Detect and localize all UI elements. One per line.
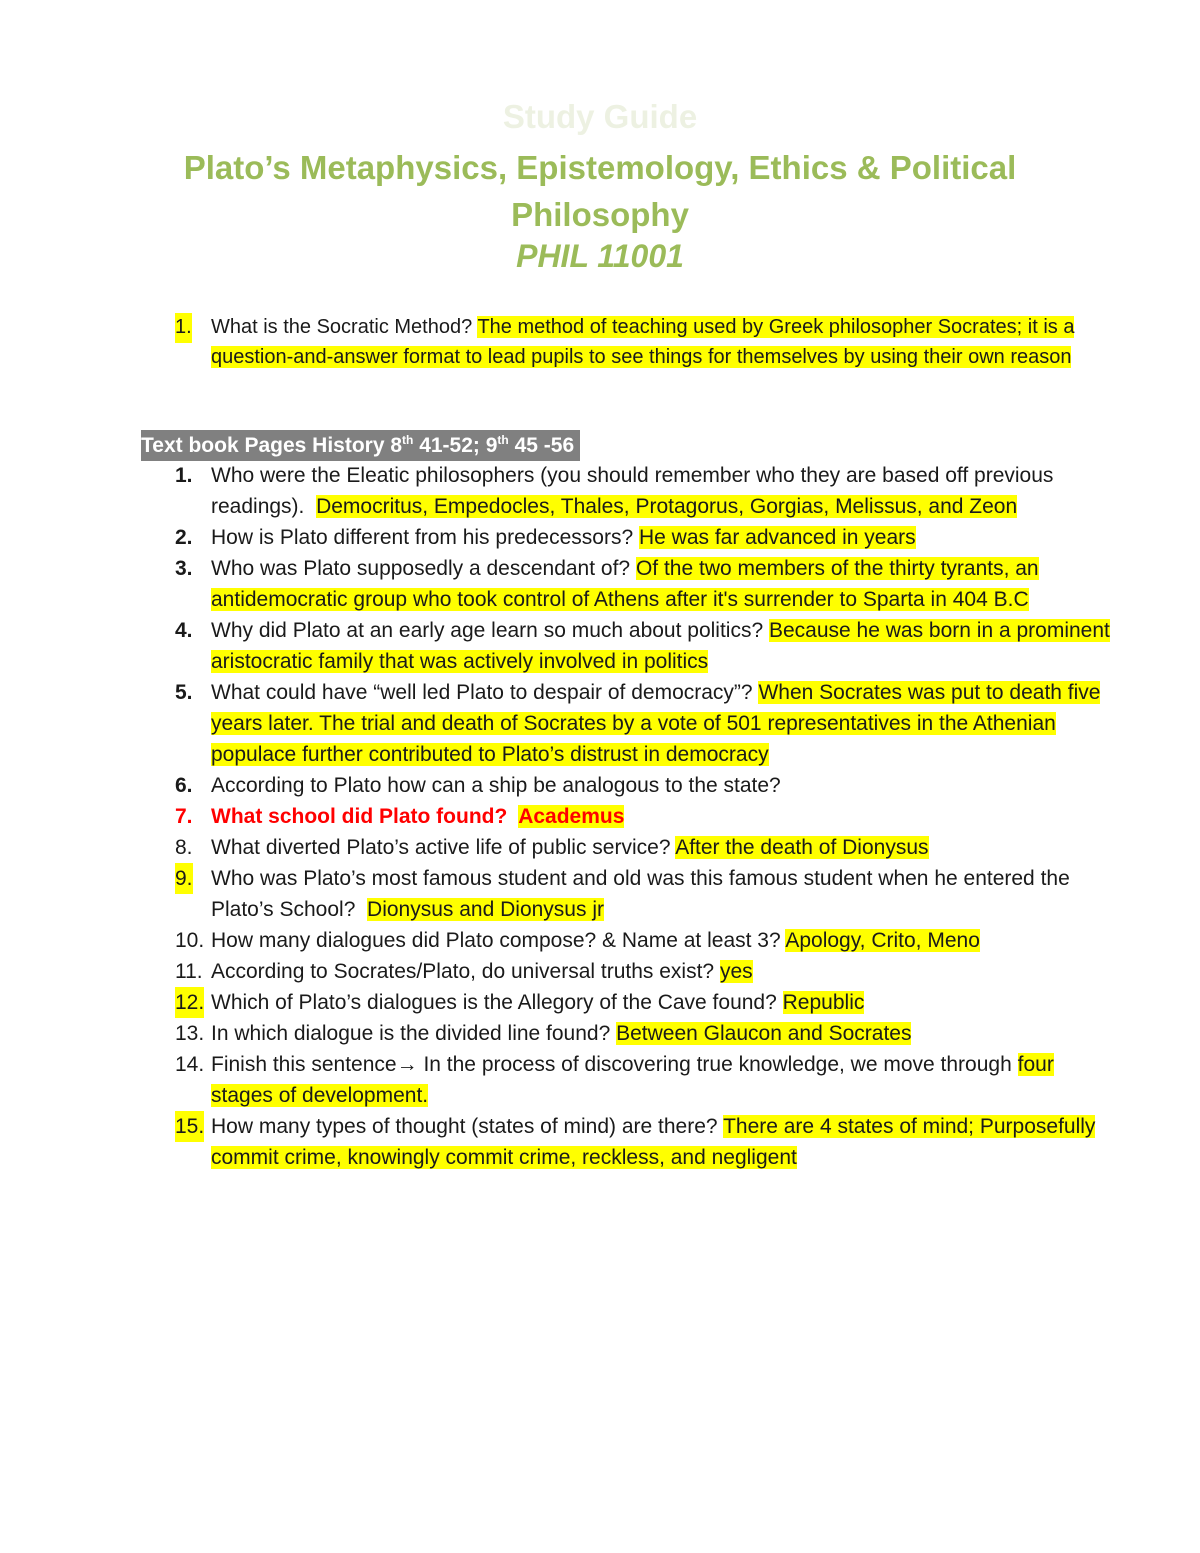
section-sup: th: [402, 433, 414, 447]
document-title: [0, 144, 1200, 238]
item-number: 15.: [175, 1111, 204, 1142]
item-question: What could have “well led Plato to despair of democracy”?: [211, 681, 753, 704]
section-sup: th: [497, 433, 509, 447]
list-item: [0, 1111, 1200, 1173]
list-item: [0, 863, 1200, 925]
item-answer: Republic: [782, 991, 865, 1014]
item-question: What school did Plato found?: [211, 805, 508, 828]
item-number: 6.: [175, 774, 193, 797]
item-question: Finish this sentence: [211, 1053, 397, 1076]
item-answer: Dionysus and Dionysus jr: [367, 898, 604, 921]
list-item: [0, 522, 1200, 553]
list-item: [0, 677, 1200, 770]
item-number: 7.: [175, 805, 193, 828]
item-number: 11.: [175, 960, 203, 983]
intro-list: [0, 313, 1200, 372]
item-question: Which of Plato’s dialogues is the Allegory of the Cave found?: [211, 991, 777, 1014]
list-item: [0, 770, 1200, 801]
right-arrow-icon: →: [396, 1053, 418, 1076]
list-item: [0, 801, 1200, 832]
course-code: PHIL 11001: [516, 238, 684, 274]
item-answer: There are 4 states of mind; Purposefully commit crime, knowingly commit crime, reckless, and negligent: [211, 1115, 1096, 1169]
item-question: Who were the Eleatic philosophers (you should remember who they are based off previous readings).: [211, 464, 1054, 518]
list-item: [0, 313, 1200, 372]
item-answer: Democritus, Empedocles, Thales, Protagorus, Gorgias, Melissus, and Zeon: [316, 495, 1018, 518]
item-answer: The method of teaching used by Greek philosopher Socrates; it is a question-and-answer format to lead pupils to see things for themselves by using their own reason: [211, 316, 1075, 368]
item-answer: Of the two members of the thirty tyrants, an antidemocratic group who took control of Athens after it's surrender to Sparta in 404 B.C: [211, 557, 1039, 611]
section-heading: [141, 430, 580, 461]
study-guide-heading: Study Guide: [502, 98, 698, 135]
item-number: 1.: [175, 313, 192, 343]
item-question: According to Plato how can a ship be analogous to the state?: [211, 774, 781, 797]
item-number: 14.: [175, 1053, 205, 1076]
section-label-part: 41-52; 9: [413, 434, 498, 457]
item-question: Who was Plato’s most famous student and old was this famous student when he entered the Plato’s School?: [211, 867, 1070, 921]
item-answer: yes: [719, 960, 753, 983]
item-question: What diverted Plato’s active life of public service?: [211, 836, 671, 859]
list-item: [0, 987, 1200, 1018]
item-number: 8.: [175, 836, 193, 859]
list-item: [0, 460, 1200, 522]
list-item: [0, 553, 1200, 615]
item-question: In which dialogue is the divided line found?: [211, 1022, 611, 1045]
item-number: 5.: [175, 681, 193, 704]
item-answer: Apology, Crito, Meno: [785, 929, 980, 952]
list-item: [0, 615, 1200, 677]
item-number: 1.: [175, 464, 193, 487]
item-number: 4.: [175, 619, 193, 642]
item-number: 9.: [175, 863, 193, 894]
item-question: How many types of thought (states of mind) are there?: [211, 1115, 718, 1138]
item-answer: He was far advanced in years: [638, 526, 916, 549]
item-answer: four stages of development.: [211, 1053, 1054, 1107]
list-item: [0, 925, 1200, 956]
item-question: Who was Plato supposedly a descendant of?: [211, 557, 631, 580]
list-item: [0, 832, 1200, 863]
item-number: 10.: [175, 929, 205, 952]
section-label-part: Text book Pages History 8: [141, 434, 403, 457]
question-list: [0, 460, 1200, 1173]
item-answer: Because he was born in a prominent aristocratic family that was actively involved in politics: [211, 619, 1110, 673]
item-answer: Academus: [518, 805, 625, 828]
item-question-cont: In the process of discovering true knowledge, we move through: [417, 1053, 1012, 1076]
document-title-text: Plato’s Metaphysics, Epistemology, Ethics & Political Philosophy: [183, 149, 1017, 233]
list-item: [0, 956, 1200, 987]
item-number: 3.: [175, 557, 193, 580]
section-label-part: 45 -56: [508, 434, 575, 457]
list-item: [0, 1049, 1200, 1111]
list-item: [0, 1018, 1200, 1049]
item-question: Why did Plato at an early age learn so much about politics?: [211, 619, 764, 642]
item-answer: Between Glaucon and Socrates: [616, 1022, 912, 1045]
item-question: How many dialogues did Plato compose? & Name at least 3?: [211, 929, 781, 952]
item-answer: When Socrates was put to death five years later. The trial and death of Socrates by a vote of 501 representatives in the Athenian populace further contributed to Plato’s distrust in democracy: [211, 681, 1101, 766]
item-question: How is Plato different from his predecessors?: [211, 526, 634, 549]
item-question: According to Socrates/Plato, do universal truths exist?: [211, 960, 715, 983]
item-number: 13.: [175, 1022, 205, 1045]
item-question: What is the Socratic Method?: [211, 316, 473, 338]
item-answer: After the death of Dionysus: [675, 836, 929, 859]
item-number: 2.: [175, 526, 193, 549]
item-number: 12.: [175, 987, 204, 1018]
